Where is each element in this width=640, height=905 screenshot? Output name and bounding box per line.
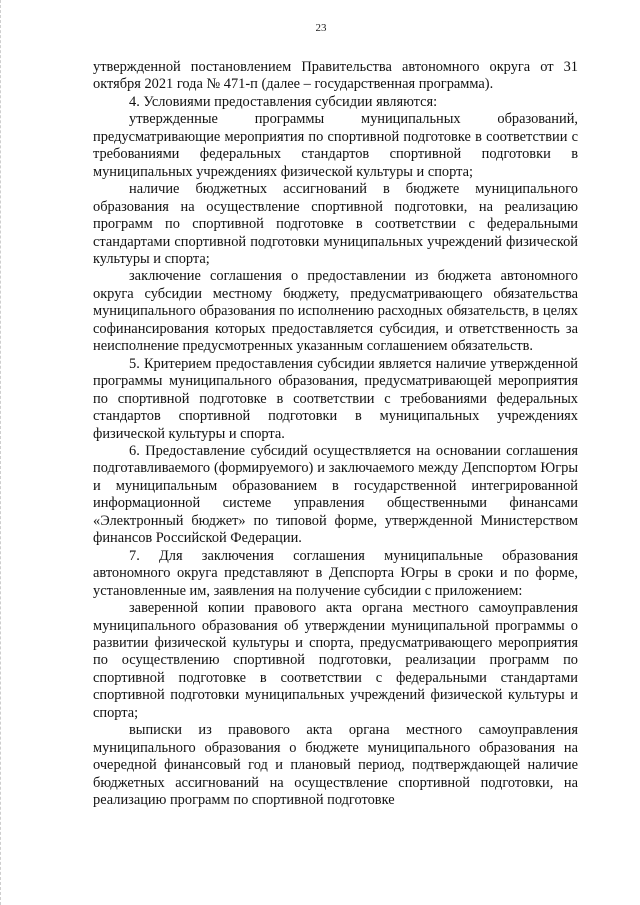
paragraph-item-7-application: 7. Для заключения соглашения муниципальные образования автономного округа представляют в Депспорта Югры в сроки и по форме, установленные им, заявления на получение субсидии с приложением: xyxy=(93,547,578,599)
paragraph-item-4-conditions: 4. Условиями предоставления субсидии являются: xyxy=(129,93,438,110)
paragraph-continuation: утвержденной постановлением Правительства автономного округа от 31 октября 2021 года № 471-п (далее – государственная программа). xyxy=(93,59,578,93)
paragraph-condition-approved-programs: утвержденные программы муниципальных образований, предусматривающие мероприятия по спортивной подготовке в соответствии с требованиями федеральных стандартов спортивной подготовки в муниципальных учреждениях физической культуры и спорта; xyxy=(93,111,578,180)
paragraph-item-6-provision: 6. Предоставление субсидий осуществляется на основании соглашения подготавливаемого (формируемого) и заключаемого между Депспортом Югры и муниципальным образованием в государственной интегрированной информационной системе управления общественными финансами «Электронный бюджет» по типовой форме, утвержденной Министерством финансов Российской Федерации. xyxy=(93,442,578,547)
paragraph-attachment-legal-act-copy: заверенной копии правового акта органа местного самоуправления муниципального образования об утверждении муниципальной программы о развитии физической культуры и спорта, предусматривающего мероприятия по осуществлению спортивной подготовки, реализации программ по спортивной подготовке в соответствии с федеральными стандартами спортивной подготовки муниципальных учреждений физической культуры и спорта; xyxy=(93,600,578,721)
paragraph-attachment-budget-extract: выписки из правового акта органа местного самоуправления муниципального образования о бюджете муниципального образования на очередной финансовый год и плановый период, подтверждающей наличие бюджетных ассигнований на осуществление спортивной подготовки, на реализацию программ по спортивной подготовке xyxy=(93,722,578,809)
paragraph-condition-agreement: заключение соглашения о предоставлении из бюджета автономного округа субсидии местному бюджету, предусматривающего обязательства муниципального образования по исполнению расходных обязательств, в целях софинансирования которых предоставляется субсидия, и ответственность за неисполнение предусмотренных указанным соглашением обязательств. xyxy=(93,268,578,355)
page-number: 23 xyxy=(315,22,327,34)
paragraph-item-5-criterion: 5. Критерием предоставления субсидии является наличие утвержденной программы муниципального образования, предусматривающей мероприятия по спортивной подготовке в соответствии с требованиями федеральных стандартов спортивной подготовки в муниципальных учреждениях физической культуры и спорта. xyxy=(93,355,578,442)
document-body xyxy=(93,59,578,809)
paragraph-condition-budget-allocations: наличие бюджетных ассигнований в бюджете муниципального образования на осуществление спортивной подготовки, на реализацию программ по спортивной подготовке в соответствии с федеральными стандартами спортивной подготовки муниципальных учреждений физической культуры и спорта; xyxy=(93,181,578,267)
